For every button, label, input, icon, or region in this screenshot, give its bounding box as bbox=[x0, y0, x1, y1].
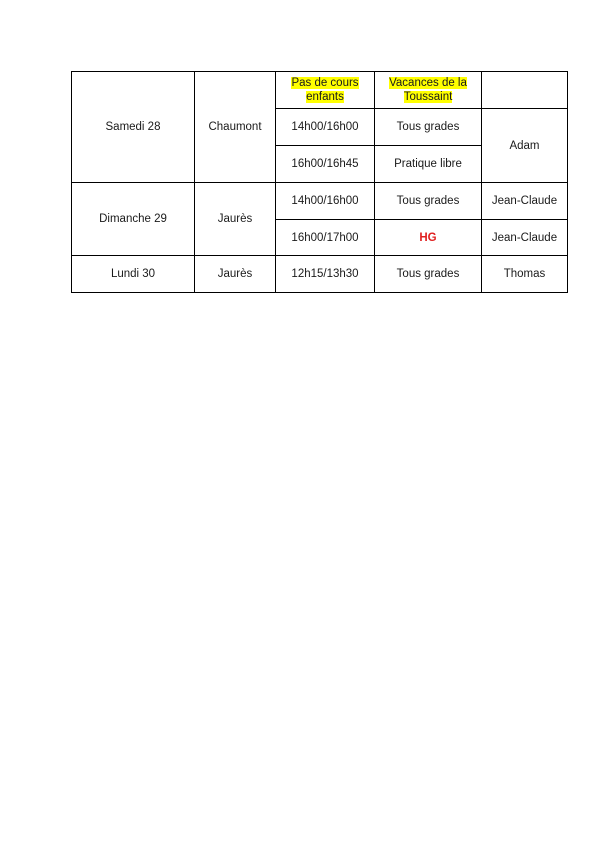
level-label: Pratique libre bbox=[394, 158, 462, 170]
day-label: Lundi 30 bbox=[110, 268, 156, 280]
place-label: Jaurès bbox=[217, 268, 253, 280]
teacher-label: Jean-Claude bbox=[491, 231, 558, 244]
table-row bbox=[72, 256, 568, 293]
time-label: 16h00/17h00 bbox=[291, 231, 359, 244]
level-label: Tous grades bbox=[396, 195, 460, 207]
level-cell bbox=[375, 256, 482, 293]
time-cell bbox=[276, 146, 375, 183]
level-cell bbox=[375, 220, 482, 256]
highlighted-note: Pas de cours bbox=[291, 77, 359, 89]
time-label: 12h15/13h30 bbox=[291, 268, 359, 280]
teacher-label: Adam bbox=[509, 139, 540, 152]
day-cell bbox=[72, 256, 195, 293]
table-row bbox=[72, 72, 568, 109]
table-row bbox=[72, 183, 568, 220]
teacher-cell bbox=[482, 220, 568, 256]
place-cell bbox=[195, 72, 276, 183]
day-label: Samedi 28 bbox=[105, 121, 161, 133]
day-cell bbox=[72, 72, 195, 183]
teacher-cell bbox=[482, 183, 568, 220]
empty-cell bbox=[482, 72, 568, 109]
teacher-label: Thomas bbox=[503, 268, 546, 280]
place-label: Jaurès bbox=[217, 213, 253, 225]
time-cell bbox=[276, 220, 375, 256]
time-label: 14h00/16h00 bbox=[291, 121, 359, 133]
level-cell bbox=[375, 183, 482, 220]
day-label: Dimanche 29 bbox=[99, 213, 167, 225]
level-label: Tous grades bbox=[396, 268, 460, 280]
teacher-cell bbox=[482, 109, 568, 183]
place-label: Chaumont bbox=[208, 121, 262, 133]
place-cell bbox=[195, 256, 276, 293]
level-cell bbox=[375, 109, 482, 146]
highlighted-note: Vacances de la bbox=[389, 77, 467, 89]
time-label: 16h00/16h45 bbox=[291, 158, 359, 170]
level-cell bbox=[375, 146, 482, 183]
time-cell bbox=[276, 109, 375, 146]
time-cell bbox=[276, 256, 375, 293]
highlighted-note: Toussaint bbox=[403, 91, 453, 103]
note-cell-holidays bbox=[375, 72, 482, 109]
time-cell bbox=[276, 183, 375, 220]
schedule-table bbox=[71, 71, 568, 293]
place-cell bbox=[195, 183, 276, 256]
level-label: Tous grades bbox=[396, 121, 460, 133]
highlighted-note: enfants bbox=[306, 91, 344, 103]
day-cell bbox=[72, 183, 195, 256]
teacher-cell bbox=[482, 256, 568, 293]
teacher-label: Jean-Claude bbox=[491, 195, 558, 207]
time-label: 14h00/16h00 bbox=[291, 195, 359, 207]
note-cell-children bbox=[276, 72, 375, 109]
level-label-hg: HG bbox=[419, 231, 437, 244]
